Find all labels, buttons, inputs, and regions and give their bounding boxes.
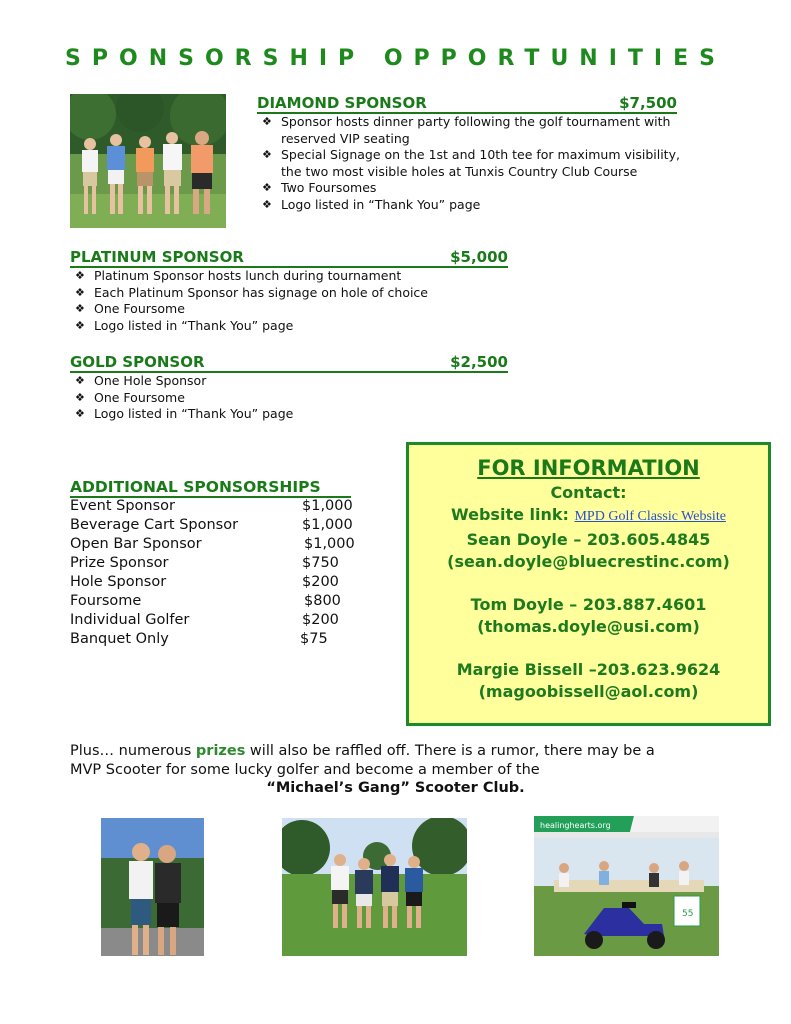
prizes-paragraph: Plus… numerous prizes will also be raffled off. There is a rumor, there may be a MVP Scooter for some lucky golfer and become a member of the <box>70 743 655 778</box>
scooter-tent-photo <box>534 816 719 956</box>
bullet-icon: ❖ <box>262 197 272 211</box>
contact-label: Contact: <box>550 483 627 502</box>
gold-sponsor-title: GOLD SPONSOR <box>70 353 205 371</box>
page-title: SPONSORSHIP OPPORTUNITIES <box>65 46 726 71</box>
list-item: ❖ One Foursome <box>75 301 185 316</box>
bullet-icon: ❖ <box>75 318 85 332</box>
website-label: Website link: <box>451 505 569 524</box>
bullet-icon: ❖ <box>75 407 85 420</box>
table-row: Event Sponsor $1,000 <box>70 498 353 514</box>
table-row: Open Bar Sponsor $1,000 <box>70 536 355 552</box>
contact-margie-phone: Margie Bissell –203.623.9624 <box>456 660 721 679</box>
contact-sean-email[interactable]: (sean.doyle@bluecrestinc.com) <box>447 552 730 571</box>
bullet-icon: ❖ <box>75 302 85 315</box>
contact-margie-email[interactable]: (magoobissell@aol.com) <box>478 682 699 701</box>
website-line <box>409 504 768 527</box>
list-item: reserved VIP seating <box>281 130 410 146</box>
contact-info-box <box>406 442 771 726</box>
platinum-sponsor-heading <box>70 249 508 268</box>
foursome-photo <box>282 818 467 956</box>
diamond-benefits-list <box>257 114 737 213</box>
contact-tom-phone: Tom Doyle – 203.887.4601 <box>470 595 707 614</box>
golfers-group-photo <box>70 94 226 228</box>
list-item: ❖ Two Foursomes <box>262 180 377 195</box>
list-item: ❖ One Foursome <box>75 389 185 405</box>
additional-sponsorships-table <box>70 497 370 649</box>
list-item: ❖ Each Platinum Sponsor has signage on hole of choice <box>75 284 428 300</box>
list-item: ❖ One Hole Sponsor <box>75 373 207 388</box>
additional-sponsorships-heading: ADDITIONAL SPONSORSHIPS <box>70 478 351 498</box>
bullet-icon: ❖ <box>75 390 85 404</box>
contact-sean-phone: Sean Doyle – 203.605.4845 <box>466 530 711 549</box>
table-row: Prize Sponsor $750 <box>70 555 339 571</box>
platinum-benefits-list <box>70 268 550 334</box>
diamond-sponsor-heading <box>257 95 677 114</box>
gold-sponsor-price: $2,500 <box>450 353 508 371</box>
platinum-sponsor-price: $5,000 <box>450 248 508 266</box>
scooter-club-name: “Michael’s Gang” Scooter Club. <box>266 780 525 796</box>
platinum-sponsor-title: PLATINUM SPONSOR <box>70 248 244 266</box>
table-row: Individual Golfer $200 <box>70 612 339 628</box>
info-box-title: FOR INFORMATION <box>477 456 700 480</box>
list-item: ❖ Special Signage on the 1st and 10th tee for maximum visibility, <box>262 147 680 162</box>
diamond-sponsor-price: $7,500 <box>619 94 677 112</box>
table-row: Hole Sponsor $200 <box>70 574 339 590</box>
bullet-icon: ❖ <box>75 374 85 387</box>
website-link[interactable]: MPD Golf Classic Website <box>574 509 726 524</box>
table-row: Foursome $800 <box>70 593 341 609</box>
contact-tom-email[interactable]: (thomas.doyle@usi.com) <box>477 617 700 636</box>
table-row: Banquet Only $75 <box>70 631 328 647</box>
gold-sponsor-heading <box>70 354 508 373</box>
bullet-icon: ❖ <box>262 181 272 194</box>
bullet-icon: ❖ <box>75 269 85 282</box>
two-men-photo <box>101 818 204 956</box>
table-row: Beverage Cart Sponsor $1,000 <box>70 517 353 533</box>
gold-benefits-list <box>70 373 550 423</box>
prizes-highlight: prizes <box>195 743 246 759</box>
list-item: ❖ Logo listed in “Thank You” page <box>262 196 481 212</box>
list-item: ❖ Sponsor hosts dinner party following the golf tournament with <box>262 114 671 129</box>
list-item: ❖ Logo listed in “Thank You” page <box>75 317 294 333</box>
list-item: ❖ Logo listed in “Thank You” page <box>75 406 294 421</box>
list-item: the two most visible holes at Tunxis Country Club Course <box>281 163 638 179</box>
diamond-sponsor-title: DIAMOND SPONSOR <box>257 94 427 112</box>
sign-number: 55 <box>682 909 694 919</box>
list-item: ❖ Platinum Sponsor hosts lunch during tournament <box>75 268 402 283</box>
tent-banner-text: healinghearts.org <box>540 821 611 830</box>
bullet-icon: ❖ <box>75 285 85 299</box>
bullet-icon: ❖ <box>262 115 272 128</box>
bullet-icon: ❖ <box>262 148 272 161</box>
